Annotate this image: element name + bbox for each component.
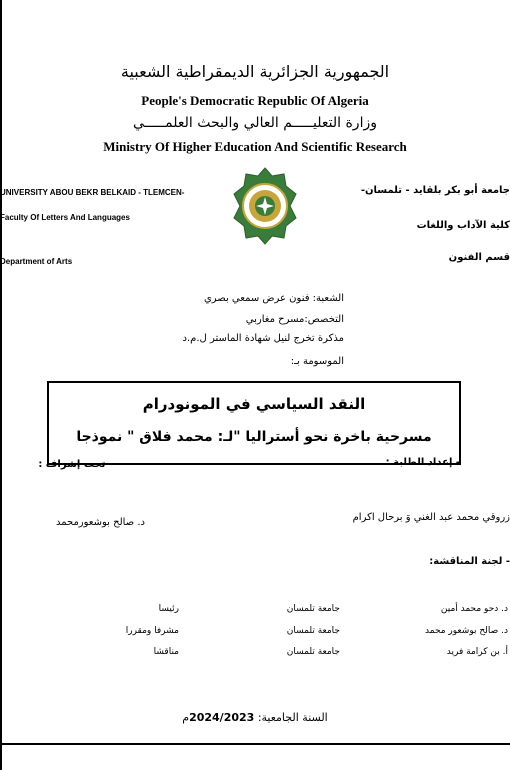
titled-line: الموسومة بـ: [290,356,344,367]
member-role: مناقشا [153,647,179,657]
students-names: زروقي محمد عبد الغني وَ برحال اكرام [352,512,510,523]
member-role: مشرفا ومقررا [125,626,179,636]
academic-year [0,711,510,724]
republic-english: People's Democratic Republic Of Algeria [141,93,369,108]
academic-year-suffix: م [182,711,190,724]
member-name: أ. بن كرامة فريد [446,647,508,657]
department-arabic: قسم الفنون [448,252,510,263]
university-english: UNIVERSITY ABOU BEKR BELKAID - TLEMCEN- [0,188,185,197]
member-university: جامعة تلمسان [286,626,340,636]
ministry-arabic: وزارة التعليـــــم العالي والبحث العلمـــــي [133,115,377,131]
title-box [47,381,461,465]
committee-label: - لجنة المناقشة: [429,556,510,567]
page-bottom-border [0,743,510,745]
member-name: د. صالح بوشعور محمد [425,626,508,636]
ministry-english: Ministry Of Higher Education And Scientific Research [103,139,407,154]
faculty-english: Faculty Of Letters And Languages [0,213,130,222]
university-arabic: جامعة أبو بكر بلقايد - تلمسان- [360,185,510,196]
thesis-line: مذكرة تخرج لنيل شهادة الماستر ل.م.د [182,333,344,344]
academic-year-value: 2024/2023 [189,711,255,724]
thesis-title: النقد السياسي في المونودرام [142,395,366,413]
supervisor-name: د. صالح بوشعورمحمد [55,517,145,528]
thesis-subtitle: مسرحية باخرة نحو أستراليا "لـ: محمد فلاق " نموذجا [76,429,432,445]
republic-arabic: الجمهورية الجزائرية الديمقراطية الشعبية [120,62,390,81]
academic-year-label: السنة الجامعية: [257,711,328,724]
branch-line: الشعبة: فنون عرض سمعي بصري [203,293,344,304]
faculty-arabic: كلية الآداب واللغات [416,220,510,231]
member-role: رئيسا [158,604,179,614]
supervision-label: - تحت إشراف : [38,459,113,470]
member-university: جامعة تلمسان [286,604,340,614]
member-university: جامعة تلمسان [286,647,340,657]
member-name: د. دحو محمد أمين [440,604,508,614]
specialty-line: التخصص:مسرح مغاربي [245,314,344,325]
department-english: Department of Arts [0,257,73,266]
university-seal-icon [232,166,298,246]
students-label: - إعداد الطلبة : [385,457,460,468]
